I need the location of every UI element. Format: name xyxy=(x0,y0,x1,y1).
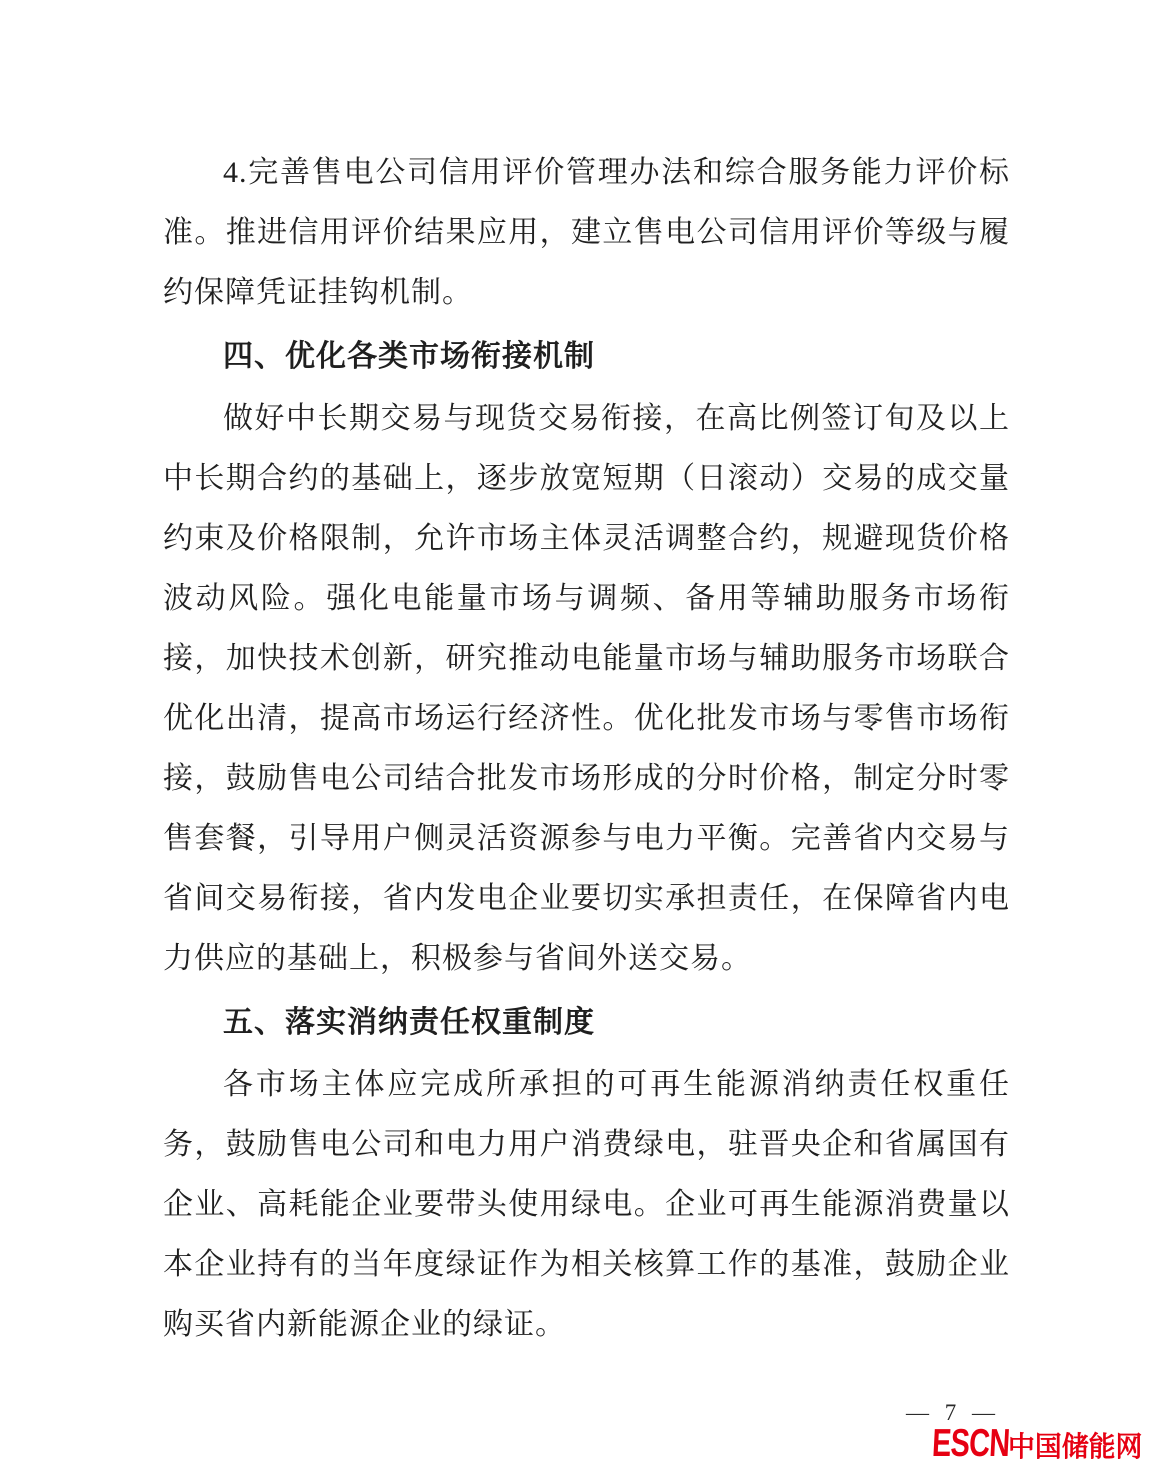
escn-logo-chinese: 中国储能网 xyxy=(1007,1431,1143,1462)
section-heading: 五、落实消纳责任权重制度 xyxy=(223,1006,595,1039)
section-heading: 四、优化各类市场衔接机制 xyxy=(223,340,595,373)
body-paragraph: 做好中长期交易与现货交易衔接，在高比例签订旬及以上中长期合约的基础上，逐步放宽短期（日滚动）交易的成交量约束及价格限制，允许市场主体灵活调整合约，规避现货价格波动风险。强化电能量市场与调频、备用等辅助服务市场衔接，加快技术创新，研究推动电能量市场与辅助服务市场联合优化出清，提高市场运行经济性。优化批发市场与零售市场衔接，鼓励售电公司结合批发市场形成的分时价格，制定分时零售套餐，引导用户侧灵活资源参与电力平衡。完善省内交易与省间交易衔接，省内发电企业要切实承担责任，在保障省内电力供应的基础上，积极参与省间外送交易。 xyxy=(163,402,1010,975)
page-number: — 7 — xyxy=(906,1400,1000,1425)
body-paragraph: 各市场主体应完成所承担的可再生能源消纳责任权重任务，鼓励售电公司和电力用户消费绿电，驻晋央企和省属国有企业、高耗能企业要带头使用绿电。企业可再生能源消费量以本企业持有的当年度绿证作为相关核算工作的基准，鼓励企业购买省内新能源企业的绿证。 xyxy=(163,1068,1010,1341)
escn-logo-latin: ESCN xyxy=(930,1422,1011,1465)
document-body xyxy=(163,143,1010,1355)
escn-logo xyxy=(904,1424,1148,1463)
body-paragraph: 4.完善售电公司信用评价管理办法和综合服务能力评价标准。推进信用评价结果应用，建立售电公司信用评价等级与履约保障凭证挂钩机制。 xyxy=(163,156,1010,309)
